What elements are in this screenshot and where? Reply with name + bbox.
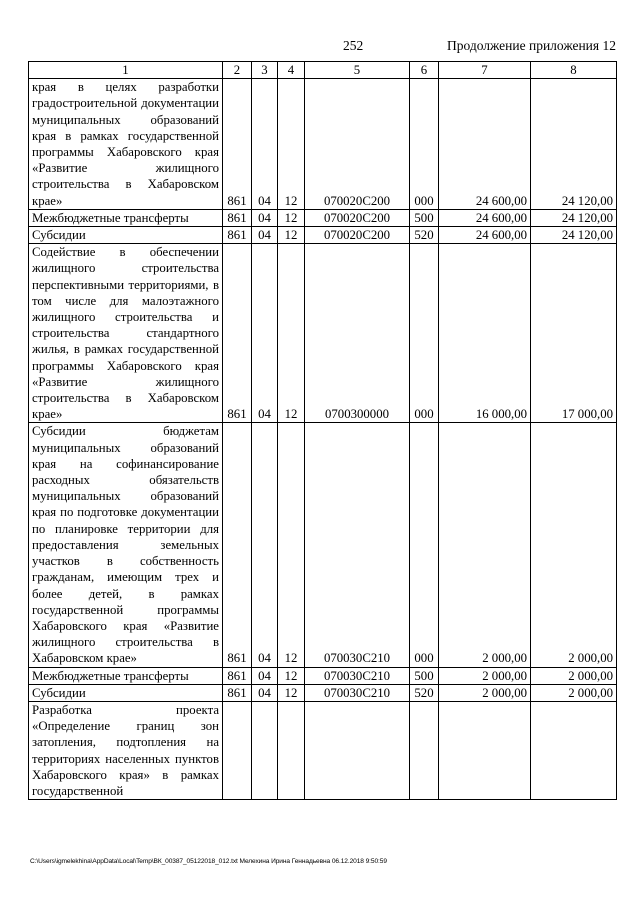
row-code-admin: 861 [223,423,252,667]
row-target-article [305,701,410,799]
row-section: 04 [252,667,278,684]
row-expense-type: 000 [410,79,439,210]
row-name: Межбюджетные трансферты [29,209,223,226]
table-row [29,244,617,423]
row-amount-1: 16 000,00 [439,244,531,423]
row-expense-type: 520 [410,227,439,244]
table-header-row [29,62,617,79]
row-code-admin: 861 [223,244,252,423]
row-subsection: 12 [278,79,305,210]
row-section: 04 [252,423,278,667]
column-header: 2 [223,62,252,79]
row-amount-1 [439,701,531,799]
row-expense-type: 520 [410,684,439,701]
row-subsection: 12 [278,684,305,701]
row-subsection: 12 [278,667,305,684]
row-code-admin: 861 [223,209,252,226]
table-row [29,79,617,210]
file-path-footer: C:\Users\igmelekhina\AppData\Local\Temp\ВК_00387_05122018_012.txt Мелехина Ирина Геннадьевна 06.12.2018 9:50:59 [30,858,387,865]
row-subsection: 12 [278,244,305,423]
row-amount-2: 2 000,00 [531,423,617,667]
column-header: 1 [29,62,223,79]
column-header: 3 [252,62,278,79]
column-header: 5 [305,62,410,79]
row-name: Субсидии [29,684,223,701]
row-name: Содействие в обеспечении жилищного строительства перспективными территориями, в том числе для малоэтажного жилищного строительства и строительства стандартного жилья, в рамках государственной программы Хабаровского края «Развитие жилищного строительства в Хабаровском крае» [29,244,223,423]
table-row [29,701,617,799]
column-header: 7 [439,62,531,79]
row-amount-1: 24 600,00 [439,209,531,226]
row-subsection: 12 [278,423,305,667]
row-expense-type: 000 [410,244,439,423]
row-target-article: 070030C210 [305,684,410,701]
page-number: 252 [343,38,364,53]
row-amount-2: 2 000,00 [531,667,617,684]
row-code-admin: 861 [223,684,252,701]
row-expense-type: 500 [410,209,439,226]
row-expense-type: 000 [410,423,439,667]
row-amount-2: 24 120,00 [531,79,617,210]
row-amount-1: 24 600,00 [439,79,531,210]
row-amount-1: 2 000,00 [439,423,531,667]
row-code-admin: 861 [223,79,252,210]
row-name: Межбюджетные трансферты [29,667,223,684]
row-amount-2: 2 000,00 [531,684,617,701]
row-subsection: 12 [278,227,305,244]
row-amount-1: 24 600,00 [439,227,531,244]
table-row [29,684,617,701]
row-target-article: 070020C200 [305,227,410,244]
continuation-label: Продолжение приложения 12 [446,38,616,53]
row-expense-type [410,701,439,799]
table-row [29,423,617,667]
row-section: 04 [252,227,278,244]
row-section: 04 [252,244,278,423]
row-code-admin [223,701,252,799]
row-amount-2 [531,701,617,799]
row-section [252,701,278,799]
row-section: 04 [252,209,278,226]
row-amount-2: 24 120,00 [531,209,617,226]
table-row [29,227,617,244]
row-subsection: 12 [278,209,305,226]
row-target-article: 070020C200 [305,209,410,226]
row-target-article: 070030C210 [305,667,410,684]
table-row [29,209,617,226]
row-target-article: 0700300000 [305,244,410,423]
row-target-article: 070020C200 [305,79,410,210]
row-section: 04 [252,79,278,210]
row-amount-1: 2 000,00 [439,684,531,701]
page-header [0,38,640,58]
column-header: 8 [531,62,617,79]
row-name: Субсидии бюджетам муниципальных образований края на софинансирование расходных обязательств муниципальных образований края по подготовке документации по планировке территории для предоставления земельных участков в собственность гражданам, имеющим трех и более детей, в рамках государственной программы Хабаровского края «Развитие жилищного строительства в Хабаровском крае» [29,423,223,667]
row-name: Субсидии [29,227,223,244]
column-header: 6 [410,62,439,79]
column-header: 4 [278,62,305,79]
row-name: Разработка проекта «Определение границ зон затопления, подтопления на территориях населенных пунктов Хабаровского края» в рамках государственной [29,701,223,799]
row-target-article: 070030C210 [305,423,410,667]
row-expense-type: 500 [410,667,439,684]
budget-table [28,61,617,800]
row-name: края в целях разработки градостроительной документации муниципальных образований края в рамках государственной программы Хабаровского края «Развитие жилищного строительства в Хабаровском крае» [29,79,223,210]
row-subsection [278,701,305,799]
row-code-admin: 861 [223,667,252,684]
table-row [29,667,617,684]
row-amount-2: 24 120,00 [531,227,617,244]
row-amount-1: 2 000,00 [439,667,531,684]
row-code-admin: 861 [223,227,252,244]
row-amount-2: 17 000,00 [531,244,617,423]
row-section: 04 [252,684,278,701]
